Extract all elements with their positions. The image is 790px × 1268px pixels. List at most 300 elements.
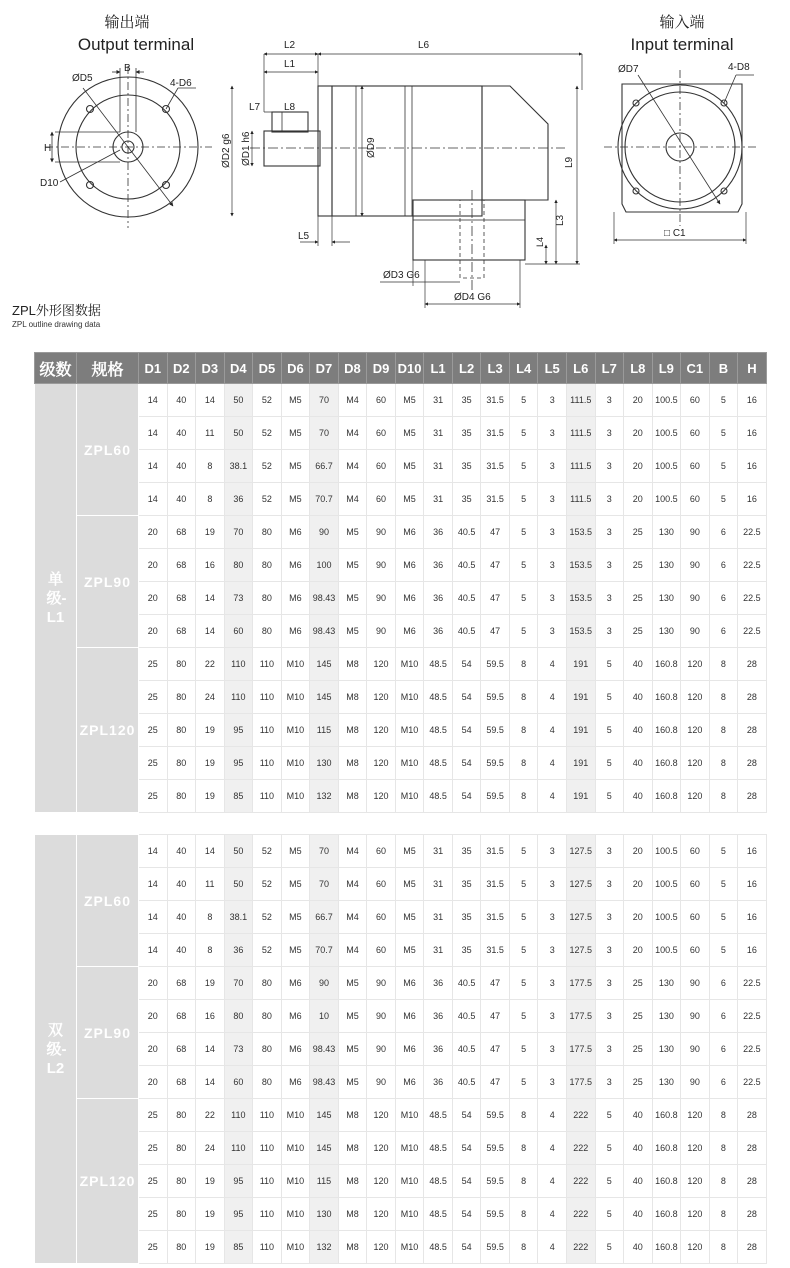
cell-h: 22.5 <box>738 967 767 1000</box>
cell-d8: M5 <box>338 1033 367 1066</box>
label-l1: L1 <box>284 59 296 70</box>
cell-d6: M10 <box>281 681 310 714</box>
cell-d7: 98.43 <box>310 1066 339 1099</box>
cell-c1: 90 <box>681 615 710 648</box>
cell-l1: 31 <box>424 835 453 868</box>
cell-l9: 160.8 <box>652 1132 681 1165</box>
cell-l3: 47 <box>481 1033 510 1066</box>
cell-l1: 48.5 <box>424 714 453 747</box>
cell-d8: M4 <box>338 417 367 450</box>
cell-c1: 60 <box>681 483 710 516</box>
label-od4: ØD4 G6 <box>454 292 491 303</box>
stage-label <box>35 835 77 1264</box>
cell-d4: 73 <box>224 1033 253 1066</box>
cell-l8: 20 <box>624 450 653 483</box>
cell-c1: 60 <box>681 901 710 934</box>
cell-d3: 16 <box>196 1000 225 1033</box>
cell-d2: 80 <box>167 1099 196 1132</box>
cell-d5: 80 <box>253 1066 282 1099</box>
cell-d9: 90 <box>367 615 396 648</box>
cell-b: 8 <box>709 1132 738 1165</box>
cell-l9: 100.5 <box>652 934 681 967</box>
cell-l3: 47 <box>481 582 510 615</box>
cell-l7: 5 <box>595 747 624 780</box>
cell-d2: 68 <box>167 1000 196 1033</box>
cell-c1: 60 <box>681 835 710 868</box>
cell-d2: 68 <box>167 1066 196 1099</box>
cell-l8: 40 <box>624 747 653 780</box>
cell-l6: 222 <box>566 1198 595 1231</box>
cell-l8: 25 <box>624 1000 653 1033</box>
cell-d10: M5 <box>395 417 424 450</box>
cell-d4: 95 <box>224 1198 253 1231</box>
cell-h: 22.5 <box>738 549 767 582</box>
cell-l5: 4 <box>538 780 567 813</box>
cell-l7: 3 <box>595 417 624 450</box>
cell-d4: 95 <box>224 1165 253 1198</box>
cell-c1: 120 <box>681 714 710 747</box>
table-row <box>35 934 767 967</box>
cell-d6: M6 <box>281 582 310 615</box>
cell-d9: 60 <box>367 901 396 934</box>
table-row <box>35 417 767 450</box>
cell-d7: 98.43 <box>310 615 339 648</box>
cell-l6: 177.5 <box>566 1033 595 1066</box>
cell-c1: 90 <box>681 1000 710 1033</box>
cell-l3: 59.5 <box>481 780 510 813</box>
cell-l6: 222 <box>566 1099 595 1132</box>
cell-l7: 3 <box>595 1066 624 1099</box>
cell-h: 16 <box>738 901 767 934</box>
cell-c1: 120 <box>681 1198 710 1231</box>
cell-l1: 48.5 <box>424 1165 453 1198</box>
cell-l8: 20 <box>624 483 653 516</box>
cell-d6: M5 <box>281 868 310 901</box>
cell-l3: 31.5 <box>481 450 510 483</box>
cell-d6: M5 <box>281 835 310 868</box>
cell-d7: 130 <box>310 1198 339 1231</box>
header-b: B <box>709 353 738 384</box>
cell-d4: 110 <box>224 1099 253 1132</box>
header-row <box>35 353 767 384</box>
cell-l2: 35 <box>452 483 481 516</box>
cell-d5: 110 <box>253 1099 282 1132</box>
cell-h: 28 <box>738 1231 767 1264</box>
cell-l9: 160.8 <box>652 1198 681 1231</box>
cell-d5: 52 <box>253 483 282 516</box>
cell-d1: 20 <box>139 549 168 582</box>
cell-l4: 8 <box>509 648 538 681</box>
cell-d7: 70 <box>310 417 339 450</box>
cell-l5: 4 <box>538 648 567 681</box>
cell-l5: 3 <box>538 417 567 450</box>
spec-table-single-stage <box>34 352 767 813</box>
table-row <box>35 615 767 648</box>
cell-d2: 80 <box>167 747 196 780</box>
cell-l7: 3 <box>595 549 624 582</box>
cell-d5: 80 <box>253 582 282 615</box>
drawing-caption <box>12 300 101 329</box>
output-title-en: Output terminal <box>77 35 195 54</box>
cell-d4: 85 <box>224 780 253 813</box>
table-row <box>35 516 767 549</box>
cell-l3: 59.5 <box>481 714 510 747</box>
cell-d3: 19 <box>196 714 225 747</box>
cell-d3: 11 <box>196 417 225 450</box>
cell-c1: 90 <box>681 582 710 615</box>
cell-d3: 8 <box>196 483 225 516</box>
cell-c1: 90 <box>681 1033 710 1066</box>
cell-d7: 100 <box>310 549 339 582</box>
label-l2: L2 <box>284 40 296 51</box>
cell-d5: 110 <box>253 1231 282 1264</box>
cell-d9: 120 <box>367 780 396 813</box>
cell-b: 6 <box>709 1000 738 1033</box>
cell-d7: 145 <box>310 1132 339 1165</box>
cell-l4: 8 <box>509 747 538 780</box>
cell-d2: 68 <box>167 1033 196 1066</box>
cell-l1: 31 <box>424 934 453 967</box>
cell-d1: 20 <box>139 1033 168 1066</box>
cell-l3: 59.5 <box>481 1198 510 1231</box>
cell-d10: M5 <box>395 835 424 868</box>
cell-d5: 110 <box>253 780 282 813</box>
header-h: H <box>738 353 767 384</box>
cell-l6: 191 <box>566 747 595 780</box>
cell-l9: 130 <box>652 1033 681 1066</box>
cell-d4: 80 <box>224 1000 253 1033</box>
cell-l9: 130 <box>652 516 681 549</box>
cell-l9: 130 <box>652 1066 681 1099</box>
cell-l2: 35 <box>452 868 481 901</box>
cell-d3: 8 <box>196 450 225 483</box>
model-cell: ZPL90 <box>77 967 139 1099</box>
cell-l9: 130 <box>652 549 681 582</box>
cell-l3: 31.5 <box>481 835 510 868</box>
cell-l5: 4 <box>538 681 567 714</box>
cell-d2: 40 <box>167 901 196 934</box>
cell-l7: 3 <box>595 835 624 868</box>
header-d9: D9 <box>367 353 396 384</box>
header-l3: L3 <box>481 353 510 384</box>
cell-l2: 40.5 <box>452 549 481 582</box>
cell-d2: 80 <box>167 1165 196 1198</box>
cell-h: 22.5 <box>738 516 767 549</box>
cell-b: 5 <box>709 934 738 967</box>
cell-d10: M5 <box>395 483 424 516</box>
cell-d5: 52 <box>253 901 282 934</box>
cell-b: 8 <box>709 1231 738 1264</box>
cell-l2: 35 <box>452 450 481 483</box>
cell-d9: 120 <box>367 681 396 714</box>
cell-l6: 111.5 <box>566 417 595 450</box>
cell-l9: 100.5 <box>652 901 681 934</box>
cell-l9: 160.8 <box>652 747 681 780</box>
cell-l4: 5 <box>509 1033 538 1066</box>
cell-d6: M6 <box>281 549 310 582</box>
cell-d6: M6 <box>281 1033 310 1066</box>
cell-d9: 90 <box>367 516 396 549</box>
cell-l8: 40 <box>624 1231 653 1264</box>
table-row <box>35 681 767 714</box>
cell-d10: M6 <box>395 582 424 615</box>
cell-d3: 22 <box>196 1099 225 1132</box>
cell-d10: M10 <box>395 1099 424 1132</box>
cell-b: 8 <box>709 1165 738 1198</box>
header-l4: L4 <box>509 353 538 384</box>
cell-d7: 145 <box>310 681 339 714</box>
cell-d1: 20 <box>139 615 168 648</box>
header-l1: L1 <box>424 353 453 384</box>
cell-l7: 5 <box>595 780 624 813</box>
cell-l1: 36 <box>424 1066 453 1099</box>
stage-label <box>35 384 77 813</box>
cell-l5: 3 <box>538 1033 567 1066</box>
cell-l1: 31 <box>424 483 453 516</box>
cell-l6: 127.5 <box>566 901 595 934</box>
cell-d3: 14 <box>196 1033 225 1066</box>
cell-d4: 60 <box>224 615 253 648</box>
cell-d8: M8 <box>338 648 367 681</box>
cell-l3: 47 <box>481 967 510 1000</box>
model-cell: ZPL120 <box>77 648 139 813</box>
cell-l4: 5 <box>509 384 538 417</box>
cell-d9: 120 <box>367 1198 396 1231</box>
cell-d7: 70 <box>310 868 339 901</box>
cell-d8: M5 <box>338 582 367 615</box>
cell-l9: 100.5 <box>652 483 681 516</box>
cell-l4: 5 <box>509 868 538 901</box>
cell-c1: 60 <box>681 450 710 483</box>
cell-d9: 90 <box>367 1066 396 1099</box>
cell-l9: 100.5 <box>652 868 681 901</box>
cell-d9: 60 <box>367 835 396 868</box>
cell-h: 16 <box>738 868 767 901</box>
cell-d10: M5 <box>395 934 424 967</box>
cell-d5: 110 <box>253 681 282 714</box>
caption-en: ZPL outline drawing data <box>12 320 101 329</box>
cell-d2: 80 <box>167 648 196 681</box>
cell-d5: 80 <box>253 516 282 549</box>
table-row <box>35 1165 767 1198</box>
cell-d3: 22 <box>196 648 225 681</box>
caption-cn: ZPL外形图数据 <box>12 303 101 318</box>
cell-d3: 19 <box>196 967 225 1000</box>
cell-l3: 59.5 <box>481 1099 510 1132</box>
cell-d6: M10 <box>281 780 310 813</box>
cell-d8: M8 <box>338 1099 367 1132</box>
cell-b: 5 <box>709 384 738 417</box>
cell-d2: 80 <box>167 1198 196 1231</box>
cell-d10: M10 <box>395 714 424 747</box>
cell-l2: 35 <box>452 835 481 868</box>
cell-l9: 100.5 <box>652 417 681 450</box>
cell-d4: 110 <box>224 648 253 681</box>
cell-l1: 36 <box>424 549 453 582</box>
cell-d10: M10 <box>395 648 424 681</box>
cell-d4: 50 <box>224 835 253 868</box>
cell-d3: 8 <box>196 934 225 967</box>
cell-b: 6 <box>709 582 738 615</box>
cell-l6: 111.5 <box>566 384 595 417</box>
cell-d2: 80 <box>167 1132 196 1165</box>
cell-d9: 60 <box>367 384 396 417</box>
cell-d1: 14 <box>139 483 168 516</box>
cell-l9: 130 <box>652 582 681 615</box>
cell-d1: 25 <box>139 1165 168 1198</box>
cell-d10: M10 <box>395 1132 424 1165</box>
table-row <box>35 1231 767 1264</box>
cell-l5: 4 <box>538 1231 567 1264</box>
cell-l5: 4 <box>538 747 567 780</box>
cell-l4: 8 <box>509 1132 538 1165</box>
cell-l4: 5 <box>509 967 538 1000</box>
cell-l5: 4 <box>538 714 567 747</box>
cell-l9: 130 <box>652 1000 681 1033</box>
cell-l3: 59.5 <box>481 747 510 780</box>
table-row <box>35 549 767 582</box>
cell-l7: 3 <box>595 582 624 615</box>
cell-l7: 3 <box>595 483 624 516</box>
input-title-cn: 输入端 <box>659 14 705 31</box>
cell-d10: M5 <box>395 868 424 901</box>
cell-l4: 5 <box>509 549 538 582</box>
cell-l7: 5 <box>595 714 624 747</box>
cell-l7: 5 <box>595 648 624 681</box>
cell-d4: 38.1 <box>224 901 253 934</box>
cell-h: 16 <box>738 450 767 483</box>
cell-l6: 153.5 <box>566 582 595 615</box>
cell-l5: 3 <box>538 483 567 516</box>
cell-l6: 191 <box>566 714 595 747</box>
cell-l2: 40.5 <box>452 1033 481 1066</box>
cell-b: 8 <box>709 648 738 681</box>
table-row <box>35 1066 767 1099</box>
cell-d1: 25 <box>139 780 168 813</box>
cell-l2: 40.5 <box>452 516 481 549</box>
cell-d5: 110 <box>253 1132 282 1165</box>
cell-d1: 14 <box>139 835 168 868</box>
table-row <box>35 1132 767 1165</box>
cell-d2: 40 <box>167 417 196 450</box>
cell-l8: 20 <box>624 384 653 417</box>
cell-d7: 130 <box>310 747 339 780</box>
cell-l8: 20 <box>624 901 653 934</box>
header-d2: D2 <box>167 353 196 384</box>
cell-d4: 110 <box>224 681 253 714</box>
cell-l9: 100.5 <box>652 835 681 868</box>
table-row <box>35 483 767 516</box>
cell-l3: 31.5 <box>481 901 510 934</box>
cell-c1: 60 <box>681 417 710 450</box>
cell-d3: 19 <box>196 1231 225 1264</box>
cell-d1: 14 <box>139 868 168 901</box>
cell-d4: 95 <box>224 747 253 780</box>
cell-l2: 35 <box>452 934 481 967</box>
cell-c1: 60 <box>681 384 710 417</box>
cell-d1: 25 <box>139 1198 168 1231</box>
cell-d8: M4 <box>338 868 367 901</box>
cell-d6: M6 <box>281 1000 310 1033</box>
cell-d10: M10 <box>395 1231 424 1264</box>
table-row <box>35 582 767 615</box>
cell-d8: M8 <box>338 1165 367 1198</box>
cell-d10: M10 <box>395 1198 424 1231</box>
cell-d9: 90 <box>367 1033 396 1066</box>
cell-d2: 68 <box>167 516 196 549</box>
cell-l4: 5 <box>509 1000 538 1033</box>
cell-d4: 70 <box>224 967 253 1000</box>
cell-l3: 47 <box>481 1000 510 1033</box>
cell-h: 16 <box>738 483 767 516</box>
cell-l3: 59.5 <box>481 648 510 681</box>
table-row <box>35 780 767 813</box>
cell-l8: 25 <box>624 582 653 615</box>
cell-l2: 54 <box>452 681 481 714</box>
cell-d1: 20 <box>139 967 168 1000</box>
cell-b: 5 <box>709 868 738 901</box>
model-cell: ZPL120 <box>77 1099 139 1264</box>
cell-d2: 40 <box>167 835 196 868</box>
cell-d8: M8 <box>338 1198 367 1231</box>
cell-l6: 153.5 <box>566 516 595 549</box>
cell-l7: 5 <box>595 1165 624 1198</box>
cell-l7: 5 <box>595 1198 624 1231</box>
cell-d3: 14 <box>196 615 225 648</box>
cell-l9: 130 <box>652 967 681 1000</box>
cell-l2: 54 <box>452 648 481 681</box>
cell-h: 28 <box>738 1132 767 1165</box>
cell-l5: 3 <box>538 549 567 582</box>
table-row <box>35 1099 767 1132</box>
table-row <box>35 450 767 483</box>
cell-l2: 54 <box>452 747 481 780</box>
table-row <box>35 835 767 868</box>
cell-l6: 191 <box>566 648 595 681</box>
cell-c1: 90 <box>681 516 710 549</box>
header-c1: C1 <box>681 353 710 384</box>
cell-c1: 120 <box>681 681 710 714</box>
header-d6: D6 <box>281 353 310 384</box>
cell-d6: M5 <box>281 483 310 516</box>
cell-l3: 31.5 <box>481 384 510 417</box>
cell-l2: 35 <box>452 384 481 417</box>
cell-d4: 38.1 <box>224 450 253 483</box>
cell-l3: 47 <box>481 615 510 648</box>
cell-l1: 31 <box>424 901 453 934</box>
table-row <box>35 868 767 901</box>
cell-d10: M10 <box>395 681 424 714</box>
label-c1: □ C1 <box>664 228 686 239</box>
cell-b: 5 <box>709 835 738 868</box>
cell-d6: M10 <box>281 747 310 780</box>
cell-d3: 14 <box>196 1066 225 1099</box>
cell-d10: M6 <box>395 1000 424 1033</box>
cell-l8: 25 <box>624 1066 653 1099</box>
cell-l4: 5 <box>509 582 538 615</box>
cell-d3: 19 <box>196 747 225 780</box>
cell-l8: 25 <box>624 1033 653 1066</box>
cell-d1: 25 <box>139 1132 168 1165</box>
cell-d8: M4 <box>338 450 367 483</box>
cell-l4: 8 <box>509 714 538 747</box>
cell-l8: 40 <box>624 648 653 681</box>
output-end-view <box>45 66 212 228</box>
cell-d5: 80 <box>253 967 282 1000</box>
cell-d2: 68 <box>167 967 196 1000</box>
cell-l8: 40 <box>624 1165 653 1198</box>
cell-l6: 127.5 <box>566 868 595 901</box>
